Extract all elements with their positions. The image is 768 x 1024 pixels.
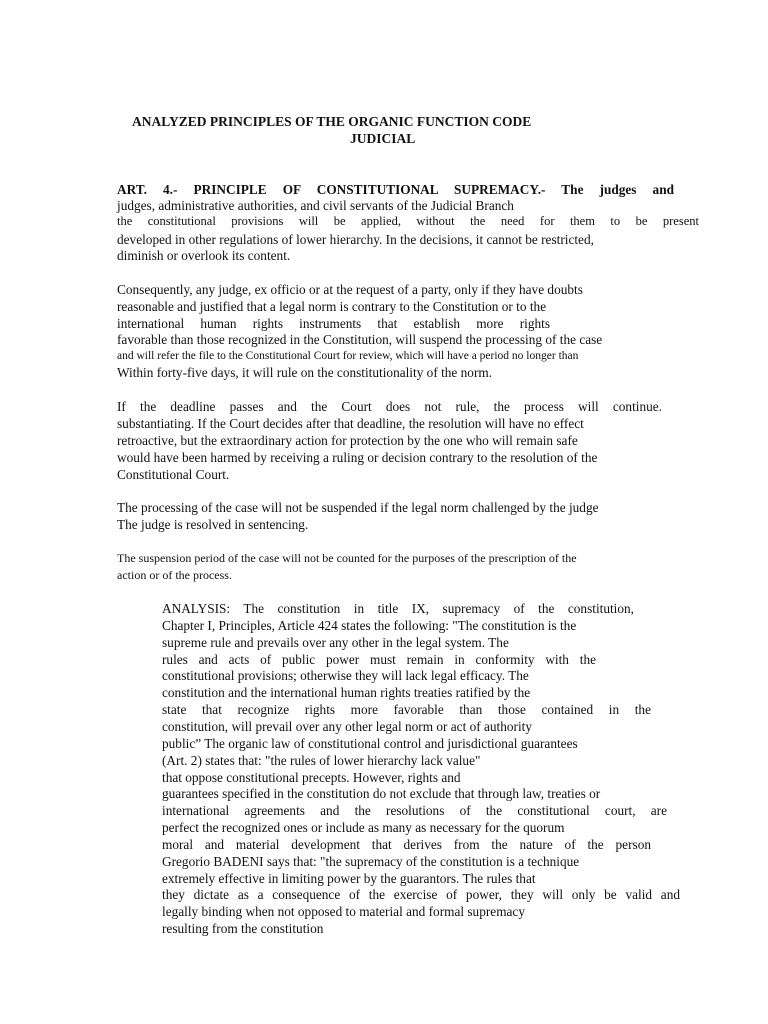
document-title-line-1: ANALYZED PRINCIPLES OF THE ORGANIC FUNCTION CODE xyxy=(132,114,532,129)
document-title-line-2: JUDICIAL xyxy=(350,131,416,146)
para3-line: would have been harmed by receiving a ruling or decision contrary to the resolution of the xyxy=(117,450,598,465)
para4-line: The judge is resolved in sentencing. xyxy=(117,517,309,532)
analysis-line: Chapter I, Principles, Article 424 states the following: "The constitution is the xyxy=(162,618,577,633)
art4-line: the constitutional provisions will be applied, without the need for them to be present xyxy=(117,214,699,228)
analysis-line: they dictate as a consequence of the exercise of power, they will only be valid and xyxy=(162,887,680,902)
analysis-line: legally binding when not opposed to material and formal supremacy xyxy=(162,904,525,919)
para5-line: The suspension period of the case will not be counted for the purposes of the prescription of the xyxy=(117,551,577,565)
art4-heading: ART. 4.- PRINCIPLE OF CONSTITUTIONAL SUPREMACY.- The judges and xyxy=(117,182,674,197)
art4-line: developed in other regulations of lower hierarchy. In the decisions, it cannot be restricted, xyxy=(117,232,594,247)
para2-line: and will refer the file to the Constitutional Court for review, which will have a period no longer than xyxy=(117,350,579,362)
para3-line: Constitutional Court. xyxy=(117,467,230,482)
analysis-line: public” The organic law of constitutional control and jurisdictional guarantees xyxy=(162,736,578,751)
analysis-line: constitutional provisions; otherwise they will lack legal efficacy. The xyxy=(162,668,529,683)
analysis-line: perfect the recognized ones or include as many as necessary for the quorum xyxy=(162,820,565,835)
analysis-line: (Art. 2) states that: "the rules of lower hierarchy lack value" xyxy=(162,753,481,768)
analysis-line: ANALYSIS: The constitution in title IX, supremacy of the constitution, xyxy=(162,601,634,616)
analysis-line: moral and material development that derives from the nature of the person xyxy=(162,837,651,852)
analysis-line: international agreements and the resolutions of the constitutional court, are xyxy=(162,803,667,818)
analysis-line: rules and acts of public power must remain in conformity with the xyxy=(162,652,596,667)
para2-line: international human rights instruments that establish more rights xyxy=(117,316,550,331)
analysis-line: that oppose constitutional precepts. However, rights and xyxy=(162,770,461,785)
art4-line: judges, administrative authorities, and civil servants of the Judicial Branch xyxy=(117,198,514,213)
para2-line: favorable than those recognized in the Constitution, will suspend the processing of the case xyxy=(117,332,603,347)
analysis-line: supreme rule and prevails over any other in the legal system. The xyxy=(162,635,509,650)
art4-line: diminish or overlook its content. xyxy=(117,248,291,263)
para2-line: Consequently, any judge, ex officio or at the request of a party, only if they have doubts xyxy=(117,282,583,297)
para4-line: The processing of the case will not be suspended if the legal norm challenged by the judge xyxy=(117,500,599,515)
analysis-line: constitution, will prevail over any other legal norm or act of authority xyxy=(162,719,532,734)
para2-line: reasonable and justified that a legal norm is contrary to the Constitution or to the xyxy=(117,299,547,314)
para3-line: substantiating. If the Court decides after that deadline, the resolution will have no effect xyxy=(117,416,584,431)
analysis-line: Gregorio BADENI says that: "the supremacy of the constitution is a technique xyxy=(162,854,580,869)
para2-line: Within forty-five days, it will rule on the constitutionality of the norm. xyxy=(117,365,493,380)
para5-line: action or of the process. xyxy=(117,568,232,582)
analysis-line: extremely effective in limiting power by the guarantors. The rules that xyxy=(162,871,536,886)
para3-line: retroactive, but the extraordinary action for protection by the one who will remain safe xyxy=(117,433,578,448)
analysis-line: guarantees specified in the constitution do not exclude that through law, treaties or xyxy=(162,786,601,801)
analysis-line: resulting from the constitution xyxy=(162,921,324,936)
analysis-line: state that recognize rights more favorable than those contained in the xyxy=(162,702,651,717)
analysis-line: constitution and the international human rights treaties ratified by the xyxy=(162,685,531,700)
para3-line: If the deadline passes and the Court does not rule, the process will continue. xyxy=(117,399,662,414)
